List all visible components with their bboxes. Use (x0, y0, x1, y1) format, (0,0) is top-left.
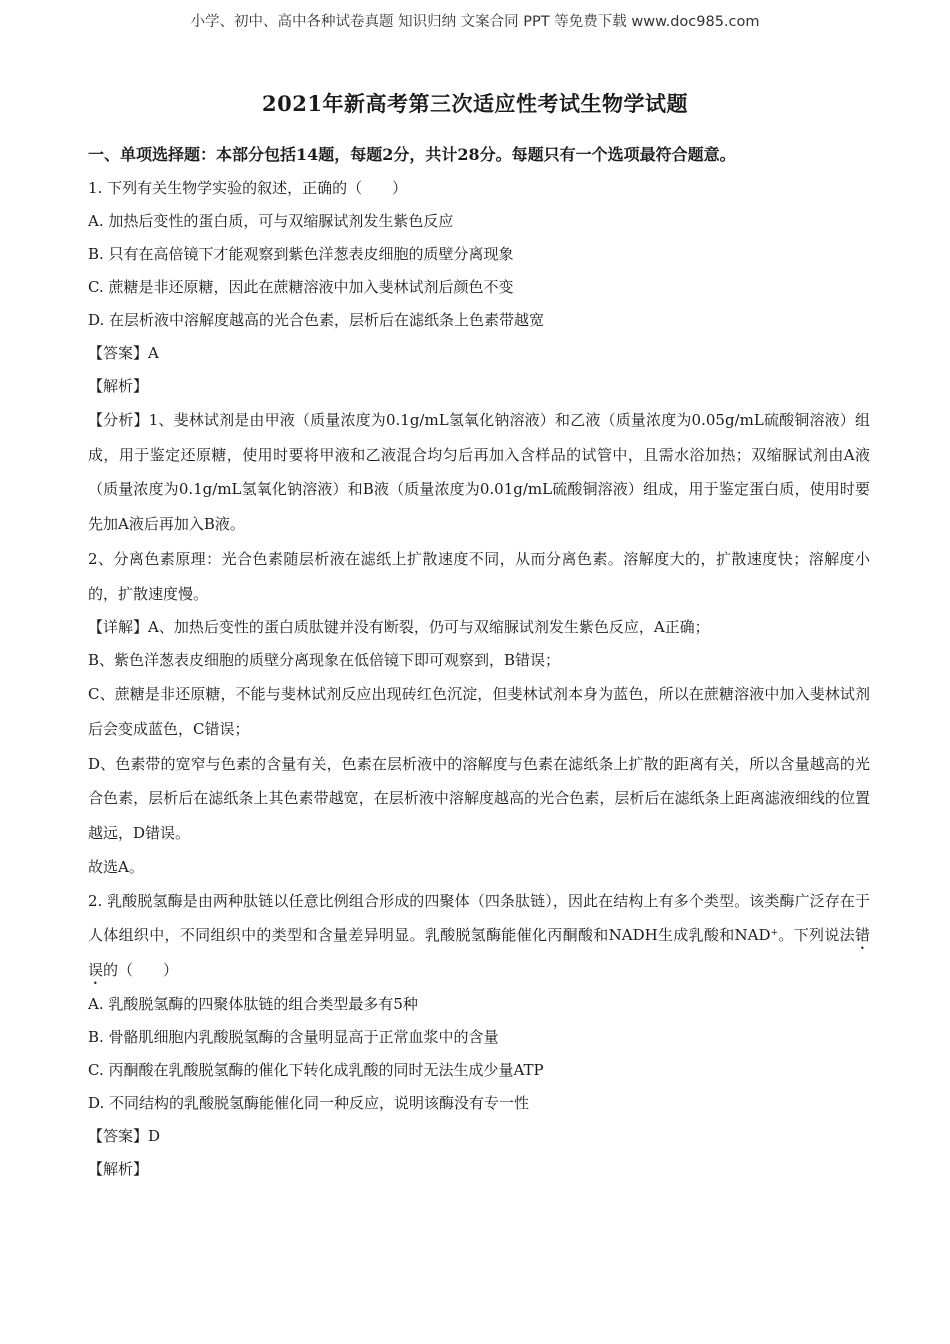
q2-option-c: C. 丙酮酸在乳酸脱氢酶的催化下转化成乳酸的同时无法生成少量ATP (88, 1061, 544, 1080)
q1-detail-a (88, 611, 870, 644)
q1-answer-value: A (148, 344, 159, 362)
q2-superscript: + (770, 928, 779, 939)
page-header: 小学、初中、高中各种试卷真题 知识归纳 文案合同 PPT 等免费下载 www.doc985.com (190, 14, 760, 30)
answer-tag: 【答案】 (88, 344, 149, 362)
q1-option-b: B. 只有在高倍镜下才能观察到紫色洋葱表皮细胞的质壁分离现象 (88, 245, 514, 263)
q2-analysis-tag: 【解析】 (88, 1160, 149, 1179)
q1-conclusion: 故选A。 (88, 857, 144, 876)
q1-stem: 1. 下列有关生物学实验的叙述，正确的（ ） (88, 179, 408, 197)
q1-option-d: D. 在层析液中溶解度越高的光合色素，层析后在滤纸条上色素带越宽 (88, 311, 545, 329)
q2-answer (88, 1120, 870, 1153)
fenxi-tag: 【分析】 (88, 411, 149, 429)
q1-detail-b: B、紫色洋葱表皮细胞的质壁分离现象在低倍镜下即可观察到，B错误； (88, 651, 561, 670)
q1-detail-c: C、蔗糖是非还原糖，不能与斐林试剂反应出现砖红色沉淀，但斐林试剂本身为蓝色，所以在蔗糖溶液中加入斐林试剂后会变成蓝色，C错误； (88, 685, 870, 738)
q1-answer (88, 337, 870, 370)
q2-stem (88, 884, 870, 989)
q2-option-b: B. 骨骼肌细胞内乳酸脱氢酶的含量明显高于正常血浆中的含量 (88, 1028, 499, 1047)
detail-tag: 【详解】 (88, 618, 149, 637)
q1-fenxi-1 (88, 403, 870, 542)
q2-stem-part2: 。下列说法 (778, 926, 855, 945)
q2-emphasis: 错误 (88, 926, 870, 980)
q2-option-d: D. 不同结构的乳酸脱氢酶能催化同一种反应，说明该酶没有专一性 (88, 1094, 530, 1113)
q2-stem-part3: 的（ ） (103, 961, 179, 980)
fenxi-1-text: 1、斐林试剂是由甲液（质量浓度为0.1g/mL氢氧化钠溶液）和乙液（质量浓度为0.05g/mL硫酸铜溶液）组成，用于鉴定还原糖，使用时要将甲液和乙液混合均匀后再加入含样品的试管中，且需水浴加热；双缩脲试剂由A液（质量浓度为0.1g/mL氢氧化钠溶液）和B液（质量浓度为0.01g/mL硫酸铜溶液）组成，用于鉴定蛋白质，使用时要先加A液后再加入B液。 (88, 411, 870, 534)
q2-option-a: A. 乳酸脱氢酶的四聚体肽链的组合类型最多有5种 (88, 995, 418, 1014)
q1-analysis-tag: 【解析】 (88, 377, 149, 395)
q2-stem-part1: 2. 乳酸脱氢酶是由两种肽链以任意比例组合形成的四聚体（四条肽链），因此在结构上有多个类型。该类酶广泛存在于人体组织中，不同组织中的类型和含量差异明显。乳酸脱氢酶能催化丙酮酸和NADH生成乳酸和NAD (88, 891, 870, 945)
exam-content (88, 140, 870, 1186)
q1-option-a: A. 加热后变性的蛋白质，可与双缩脲试剂发生紫色反应 (88, 212, 454, 230)
q1-detail-d: D、色素带的宽窄与色素的含量有关，色素在层析液中的溶解度与色素在滤纸条上扩散的距离有关，所以含量越高的光合色素，层析后在滤纸条上其色素带越宽，在层析液中溶解度越高的光合色素，层析后在滤纸条上距离滤液细线的位置越远，D错误。 (88, 754, 870, 843)
exam-title: 2021年新高考第三次适应性考试生物学试题 (262, 91, 688, 116)
q1-fenxi-2: 2、分离色素原理：光合色素随层析液在滤纸上扩散速度不同，从而分离色素。溶解度大的，扩散速度快；溶解度小的，扩散速度慢。 (88, 549, 870, 603)
section-heading: 一、单项选择题：本部分包括14题，每题2分，共计28分。每题只有一个选项最符合题意。 (88, 145, 736, 164)
q1-option-c: C. 蔗糖是非还原糖，因此在蔗糖溶液中加入斐林试剂后颜色不变 (88, 278, 514, 296)
detail-a-text: A、加热后变性的蛋白质肽键并没有断裂，仍可与双缩脲试剂发生紫色反应，A正确； (148, 618, 710, 637)
q2-answer-value: D (148, 1127, 161, 1146)
answer-tag: 【答案】 (88, 1127, 149, 1146)
